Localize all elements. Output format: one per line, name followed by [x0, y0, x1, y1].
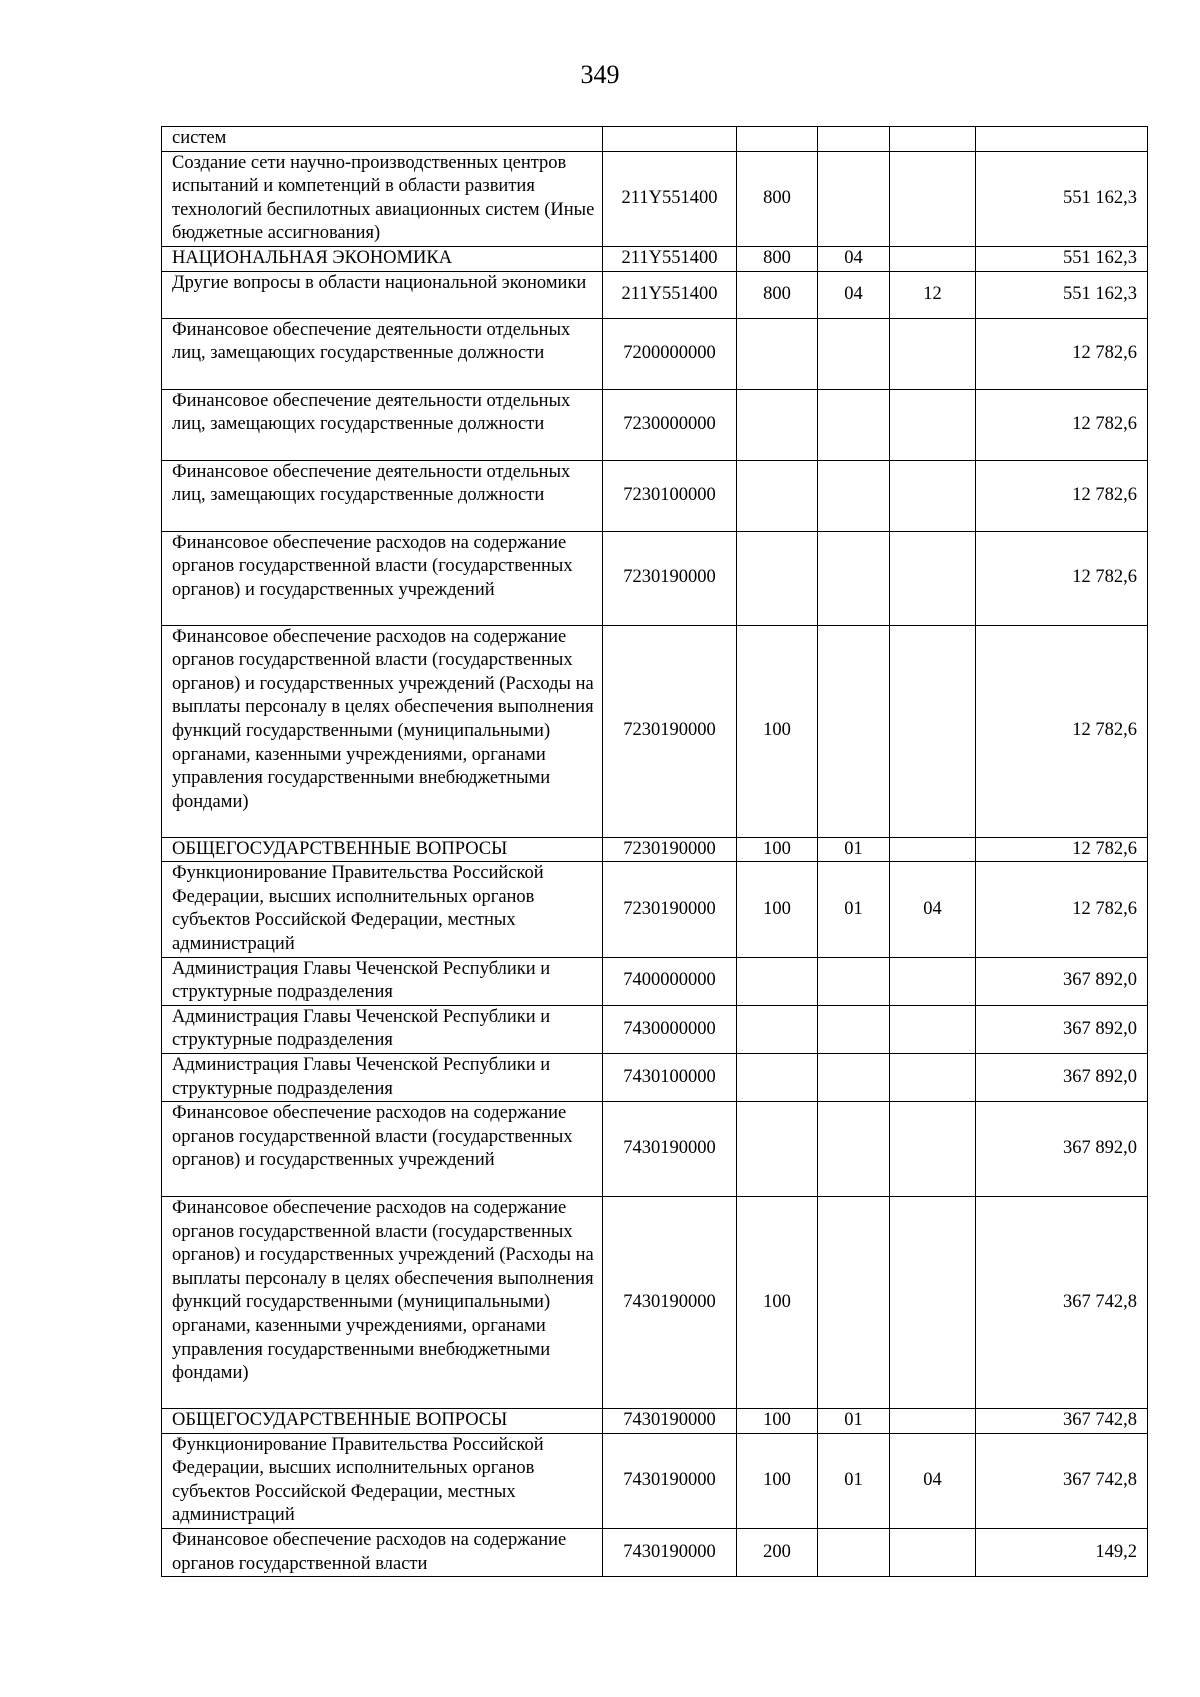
- table-row: [162, 389, 1148, 460]
- row-vr-cell: 100: [737, 862, 818, 957]
- row-pr-cell: 12: [890, 271, 976, 318]
- row-pr-cell: [890, 460, 976, 531]
- row-code-cell: 7230100000: [603, 460, 737, 531]
- row-rz-cell: [818, 460, 890, 531]
- row-sum-cell: 12 782,6: [976, 460, 1148, 531]
- row-pr-cell: [890, 1053, 976, 1101]
- row-sum-cell: 367 892,0: [976, 957, 1148, 1005]
- table-row: [162, 1433, 1148, 1528]
- row-pr-cell: 04: [890, 1433, 976, 1528]
- row-vr-cell: [737, 1102, 818, 1197]
- row-sum-cell: 149,2: [976, 1529, 1148, 1577]
- row-vr-cell: [737, 460, 818, 531]
- row-code-cell: 211Y551400: [603, 271, 737, 318]
- row-pr-cell: [890, 1197, 976, 1409]
- budget-table: [161, 126, 1148, 1577]
- row-sum-cell: 367 742,8: [976, 1409, 1148, 1434]
- row-name-cell: НАЦИОНАЛЬНАЯ ЭКОНОМИКА: [162, 246, 603, 271]
- row-code-cell: 7430190000: [603, 1433, 737, 1528]
- row-sum-cell: 551 162,3: [976, 246, 1148, 271]
- row-code-cell: 211Y551400: [603, 151, 737, 246]
- row-rz-cell: 01: [818, 1409, 890, 1434]
- row-sum-cell: 12 782,6: [976, 531, 1148, 625]
- row-name-cell: систем: [162, 127, 603, 152]
- row-pr-cell: [890, 1529, 976, 1577]
- row-sum-cell: [976, 127, 1148, 152]
- row-vr-cell: [737, 127, 818, 152]
- row-rz-cell: [818, 1005, 890, 1053]
- table-row: [162, 127, 1148, 152]
- row-name-cell: Финансовое обеспечение деятельности отдельных лиц, замещающих государственные должности: [162, 389, 603, 460]
- row-rz-cell: 04: [818, 271, 890, 318]
- row-code-cell: 7230190000: [603, 837, 737, 862]
- row-rz-cell: [818, 318, 890, 389]
- row-rz-cell: [818, 1053, 890, 1101]
- row-vr-cell: [737, 1053, 818, 1101]
- row-vr-cell: 800: [737, 246, 818, 271]
- row-name-cell: Другие вопросы в области национальной экономики: [162, 271, 603, 318]
- page-number: 349: [580, 60, 620, 89]
- row-pr-cell: [890, 318, 976, 389]
- row-vr-cell: [737, 318, 818, 389]
- row-code-cell: 7400000000: [603, 957, 737, 1005]
- row-code-cell: 7430190000: [603, 1197, 737, 1409]
- row-vr-cell: 100: [737, 1197, 818, 1409]
- table-row: [162, 957, 1148, 1005]
- row-name-cell: Финансовое обеспечение расходов на содержание органов государственной власти: [162, 1529, 603, 1577]
- row-code-cell: 7430190000: [603, 1409, 737, 1434]
- table-row: [162, 625, 1148, 837]
- row-code-cell: 7430100000: [603, 1053, 737, 1101]
- row-pr-cell: [890, 246, 976, 271]
- row-sum-cell: 367 892,0: [976, 1102, 1148, 1197]
- row-sum-cell: 551 162,3: [976, 271, 1148, 318]
- row-pr-cell: [890, 837, 976, 862]
- row-sum-cell: 551 162,3: [976, 151, 1148, 246]
- table-row: [162, 837, 1148, 862]
- row-code-cell: 211Y551400: [603, 246, 737, 271]
- row-code-cell: 7230000000: [603, 389, 737, 460]
- row-name-cell: Финансовое обеспечение деятельности отдельных лиц, замещающих государственные должности: [162, 460, 603, 531]
- row-pr-cell: [890, 389, 976, 460]
- row-name-cell: Администрация Главы Чеченской Республики и структурные подразделения: [162, 1005, 603, 1053]
- row-rz-cell: [818, 151, 890, 246]
- row-rz-cell: 01: [818, 837, 890, 862]
- row-code-cell: 7430000000: [603, 1005, 737, 1053]
- row-rz-cell: 01: [818, 1433, 890, 1528]
- row-name-cell: ОБЩЕГОСУДАРСТВЕННЫЕ ВОПРОСЫ: [162, 1409, 603, 1434]
- row-name-cell: Администрация Главы Чеченской Республики и структурные подразделения: [162, 1053, 603, 1101]
- row-pr-cell: [890, 625, 976, 837]
- row-rz-cell: [818, 625, 890, 837]
- table-row: [162, 271, 1148, 318]
- row-rz-cell: [818, 1529, 890, 1577]
- row-vr-cell: [737, 957, 818, 1005]
- row-name-cell: Функционирование Правительства Российской Федерации, высших исполнительных органов субъектов Российской Федерации, местных администраций: [162, 1433, 603, 1528]
- row-vr-cell: [737, 531, 818, 625]
- row-pr-cell: [890, 1005, 976, 1053]
- row-vr-cell: 800: [737, 151, 818, 246]
- row-rz-cell: [818, 389, 890, 460]
- table-row: [162, 460, 1148, 531]
- row-vr-cell: 100: [737, 1409, 818, 1434]
- table-row: [162, 531, 1148, 625]
- row-name-cell: Создание сети научно-производственных центров испытаний и компетенций в области развития технологий беспилотных авиационных систем (Иные бюджетные ассигнования): [162, 151, 603, 246]
- row-pr-cell: [890, 151, 976, 246]
- table-body: [162, 127, 1148, 1577]
- row-sum-cell: 12 782,6: [976, 837, 1148, 862]
- row-pr-cell: [890, 127, 976, 152]
- table-row: [162, 1409, 1148, 1434]
- row-vr-cell: 100: [737, 1433, 818, 1528]
- row-rz-cell: [818, 1102, 890, 1197]
- row-rz-cell: 01: [818, 862, 890, 957]
- row-rz-cell: 04: [818, 246, 890, 271]
- row-vr-cell: [737, 389, 818, 460]
- table-row: [162, 246, 1148, 271]
- row-sum-cell: 367 892,0: [976, 1005, 1148, 1053]
- row-pr-cell: [890, 1102, 976, 1197]
- table-row: [162, 862, 1148, 957]
- row-code-cell: 7230190000: [603, 625, 737, 837]
- row-name-cell: Финансовое обеспечение расходов на содержание органов государственной власти (государственных органов) и государственных учреждений (Расходы на выплаты персоналу в целях обеспечения выполнения функций государственными (муниципальными) органами, казенными учреждениями, органами управления государственными внебюджетными фондами): [162, 1197, 603, 1409]
- row-pr-cell: 04: [890, 862, 976, 957]
- row-name-cell: Администрация Главы Чеченской Республики и структурные подразделения: [162, 957, 603, 1005]
- row-vr-cell: 100: [737, 625, 818, 837]
- row-pr-cell: [890, 957, 976, 1005]
- row-code-cell: 7200000000: [603, 318, 737, 389]
- row-sum-cell: 12 782,6: [976, 389, 1148, 460]
- row-vr-cell: 200: [737, 1529, 818, 1577]
- row-sum-cell: 367 742,8: [976, 1197, 1148, 1409]
- row-name-cell: ОБЩЕГОСУДАРСТВЕННЫЕ ВОПРОСЫ: [162, 837, 603, 862]
- row-name-cell: Финансовое обеспечение расходов на содержание органов государственной власти (государственных органов) и государственных учреждений: [162, 531, 603, 625]
- row-rz-cell: [818, 127, 890, 152]
- row-code-cell: 7230190000: [603, 862, 737, 957]
- row-pr-cell: [890, 531, 976, 625]
- row-code-cell: [603, 127, 737, 152]
- row-pr-cell: [890, 1409, 976, 1434]
- row-sum-cell: 12 782,6: [976, 862, 1148, 957]
- table-row: [162, 1102, 1148, 1197]
- row-sum-cell: 367 742,8: [976, 1433, 1148, 1528]
- row-vr-cell: 100: [737, 837, 818, 862]
- table-row: [162, 318, 1148, 389]
- table-row: [162, 1197, 1148, 1409]
- row-name-cell: Функционирование Правительства Российской Федерации, высших исполнительных органов субъектов Российской Федерации, местных администраций: [162, 862, 603, 957]
- row-code-cell: 7430190000: [603, 1529, 737, 1577]
- table-row: [162, 1053, 1148, 1101]
- table-row: [162, 1005, 1148, 1053]
- row-sum-cell: 12 782,6: [976, 318, 1148, 389]
- row-name-cell: Финансовое обеспечение деятельности отдельных лиц, замещающих государственные должности: [162, 318, 603, 389]
- row-rz-cell: [818, 1197, 890, 1409]
- row-rz-cell: [818, 957, 890, 1005]
- row-sum-cell: 367 892,0: [976, 1053, 1148, 1101]
- row-code-cell: 7230190000: [603, 531, 737, 625]
- row-code-cell: 7430190000: [603, 1102, 737, 1197]
- row-vr-cell: 800: [737, 271, 818, 318]
- table-row: [162, 151, 1148, 246]
- table-row: [162, 1529, 1148, 1577]
- row-vr-cell: [737, 1005, 818, 1053]
- row-name-cell: Финансовое обеспечение расходов на содержание органов государственной власти (государственных органов) и государственных учреждений (Расходы на выплаты персоналу в целях обеспечения выполнения функций государственными (муниципальными) органами, казенными учреждениями, органами управления государственными внебюджетными фондами): [162, 625, 603, 837]
- row-sum-cell: 12 782,6: [976, 625, 1148, 837]
- row-name-cell: Финансовое обеспечение расходов на содержание органов государственной власти (государственных органов) и государственных учреждений: [162, 1102, 603, 1197]
- row-rz-cell: [818, 531, 890, 625]
